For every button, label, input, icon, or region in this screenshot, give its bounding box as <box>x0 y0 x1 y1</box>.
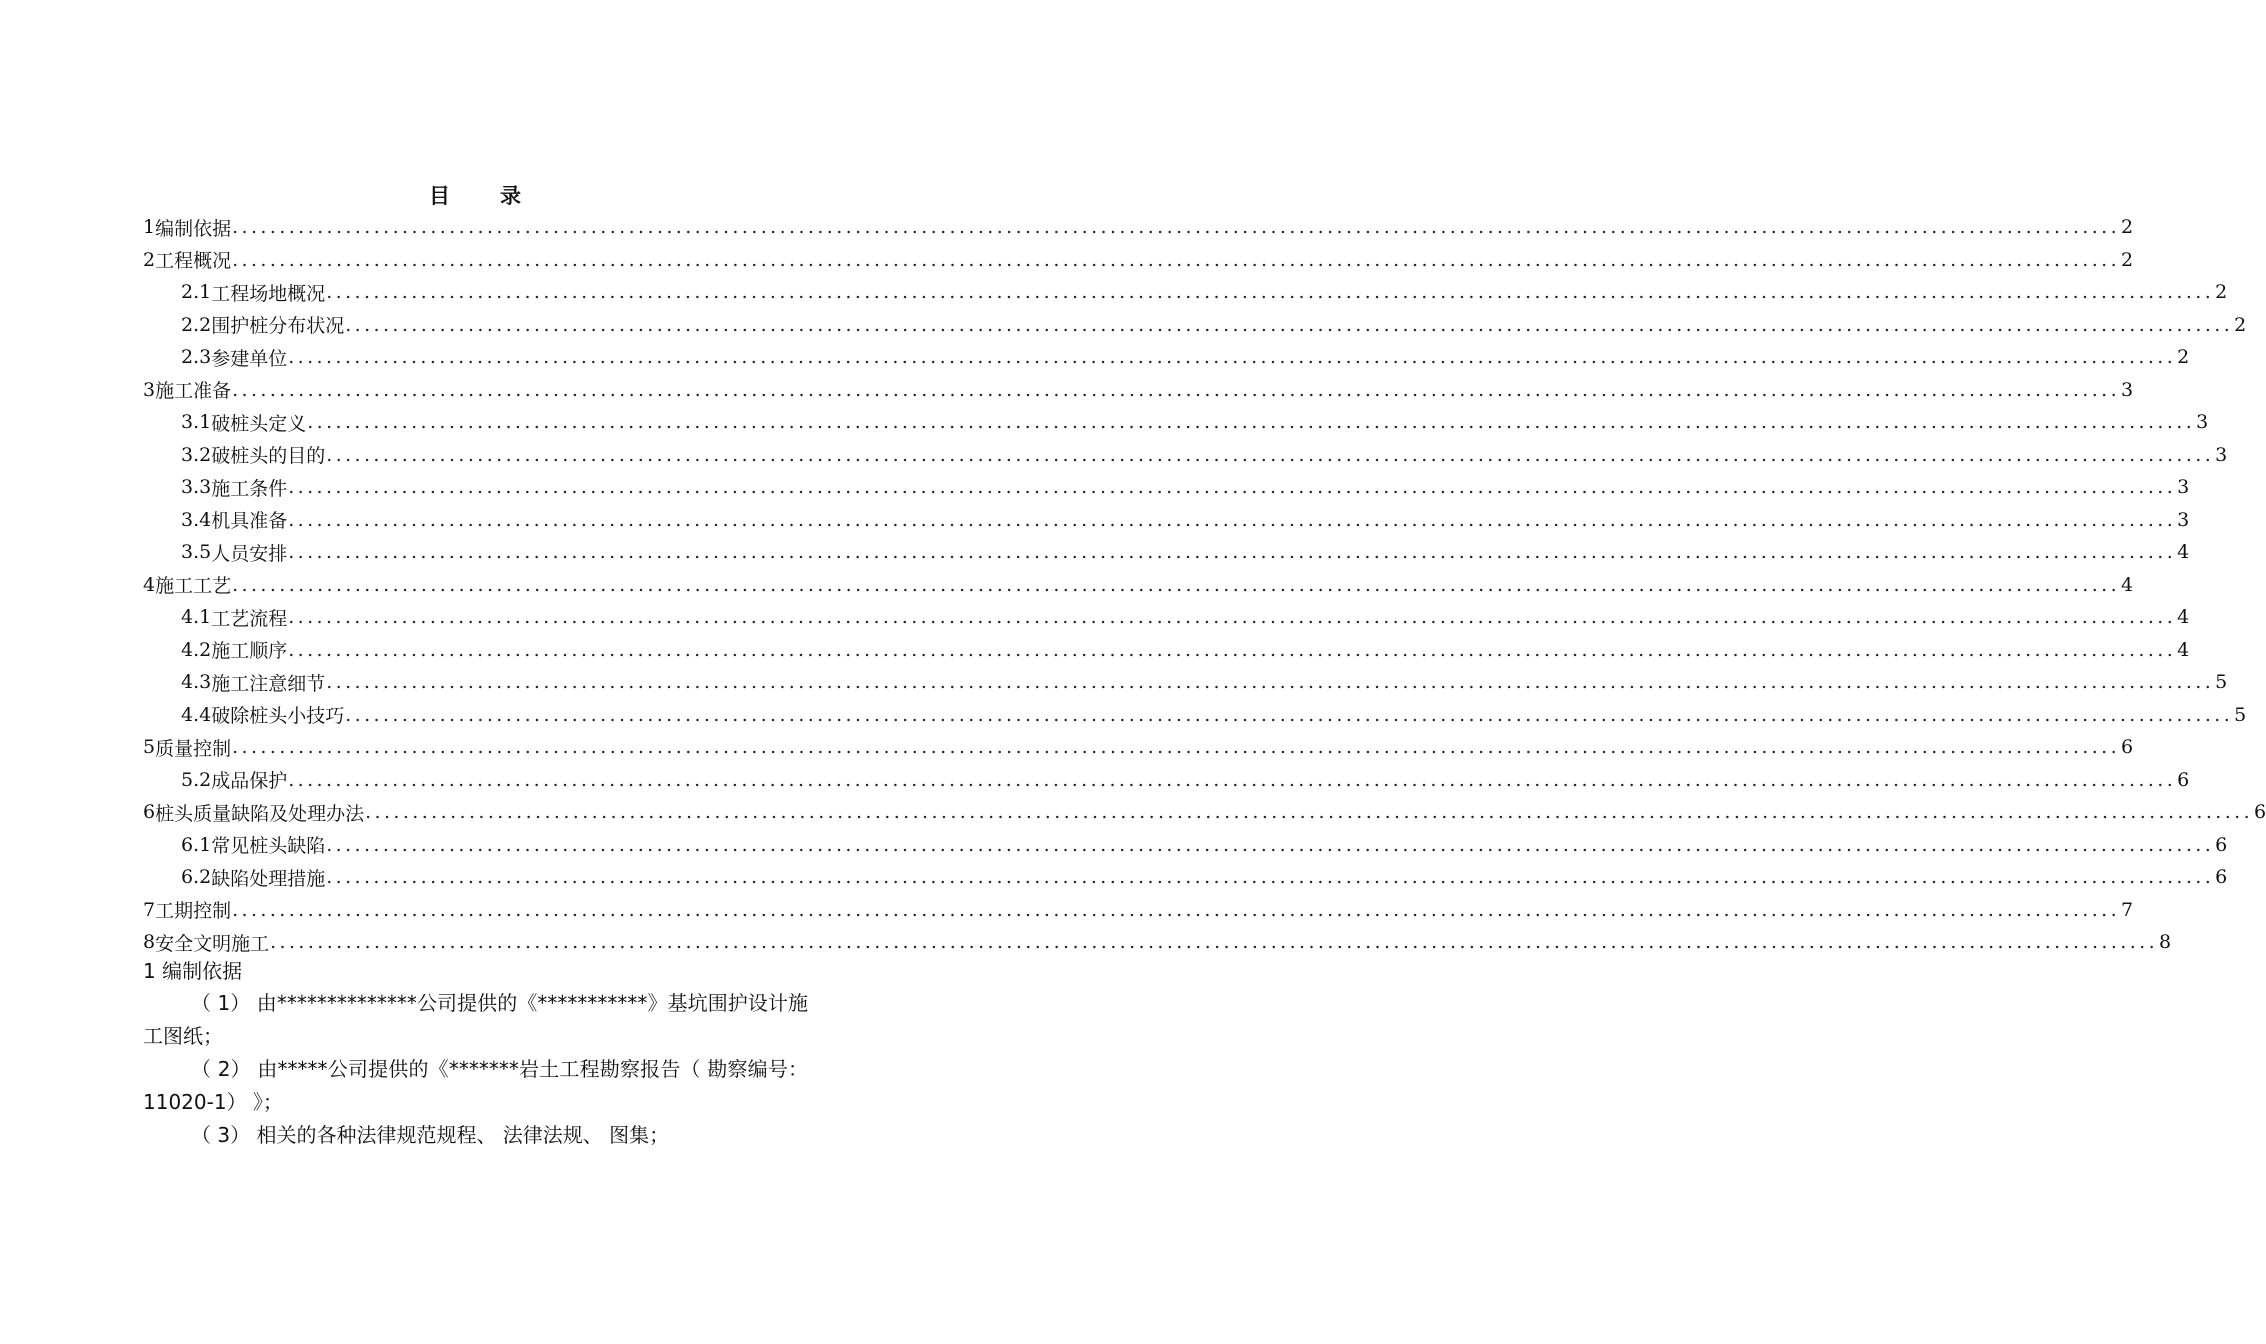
toc-entry-page: 6 <box>2177 768 2190 791</box>
toc-entry-page: 6 <box>2215 833 2228 856</box>
toc-leader-dots: ........................................................................................................................................................................................................ <box>288 476 2177 499</box>
toc-entry[interactable] <box>143 471 2190 504</box>
toc-leader-dots: ........................................................................................................................................................................................................ <box>270 931 2159 954</box>
toc-entry[interactable] <box>143 731 2134 764</box>
toc-entry-number: 3.2 <box>181 443 212 466</box>
toc-entry-label: 破桩头定义 <box>211 412 307 435</box>
toc-entry[interactable] <box>143 796 2266 829</box>
toc-entry[interactable] <box>143 439 2228 472</box>
basis-item-3: （ 3） 相关的各种法律规范规程、 法律法规、 图集； <box>191 1123 670 1147</box>
toc-entry-label: 编制依据 <box>155 217 232 240</box>
toc-entry-number: 7 <box>143 898 156 921</box>
toc-leader-dots: ........................................................................................................................................................................................................ <box>232 898 2121 921</box>
toc-entry-number: 4.4 <box>181 703 212 726</box>
basis-item-2: （ 2） 由*****公司提供的《*******岩土工程勘察报告（ 勘察编号： 11020-1） 》； <box>143 1057 808 1114</box>
toc-leader-dots: ........................................................................................................................................................................................................ <box>232 248 2121 271</box>
toc-entry-page: 2 <box>2215 281 2228 304</box>
section-heading: 1 编制依据 <box>143 959 243 983</box>
toc-entry-number: 2.1 <box>181 281 212 304</box>
toc-entry-label: 桩头质量缺陷及处理办法 <box>155 802 365 825</box>
toc-entry-number: 2 <box>143 248 156 271</box>
toc-entry-number: 8 <box>143 931 156 954</box>
toc-entry-label: 工程概况 <box>155 250 232 273</box>
toc-entry[interactable] <box>143 829 2228 862</box>
toc-entry-number: 4.1 <box>181 606 212 629</box>
toc-entry[interactable] <box>143 569 2134 602</box>
toc-entry-page: 7 <box>2121 898 2134 921</box>
toc-entry[interactable] <box>143 309 2247 342</box>
toc-entry-label: 质量控制 <box>155 737 232 760</box>
toc-entry[interactable] <box>143 504 2190 537</box>
toc-leader-dots: ........................................................................................................................................................................................................ <box>365 801 2254 824</box>
toc-title <box>0 180 950 210</box>
toc-entry-label: 工程场地概况 <box>211 282 326 305</box>
section-1 <box>143 955 808 1152</box>
toc-leader-dots: ........................................................................................................................................................................................................ <box>232 378 2121 401</box>
toc-entry[interactable] <box>143 699 2247 732</box>
toc-entry-page: 4 <box>2177 606 2190 629</box>
toc-leader-dots: ........................................................................................................................................................................................................ <box>288 346 2177 369</box>
toc-entry-number: 5.2 <box>181 768 212 791</box>
toc-entry-label: 常见桩头缺陷 <box>211 835 326 858</box>
toc-entry-number: 3.3 <box>181 476 212 499</box>
toc-entry-number: 4.2 <box>181 638 212 661</box>
toc-entry-label: 破除桩头小技巧 <box>211 705 345 728</box>
toc-entry-number: 6.2 <box>181 866 212 889</box>
toc-title-char-2: 录 <box>500 184 521 208</box>
toc-entry-page: 2 <box>2121 216 2134 239</box>
toc-leader-dots: ........................................................................................................................................................................................................ <box>326 833 2215 856</box>
toc-entry-label: 机具准备 <box>211 510 288 533</box>
toc-entry-number: 3.5 <box>181 541 212 564</box>
toc-entry-label: 人员安排 <box>211 542 288 565</box>
toc-entry-page: 2 <box>2234 313 2247 336</box>
toc-leader-dots: ........................................................................................................................................................................................................ <box>307 411 2196 434</box>
toc-entry-page: 8 <box>2159 931 2172 954</box>
toc-leader-dots: ........................................................................................................................................................................................................ <box>345 313 2234 336</box>
toc-entry[interactable] <box>143 861 2228 894</box>
toc-entry-number: 3 <box>143 378 156 401</box>
toc-title-char-1: 目 <box>429 184 450 208</box>
toc-entry-label: 缺陷处理措施 <box>211 867 326 890</box>
toc-entry-label: 施工顺序 <box>211 640 288 663</box>
toc-entry-number: 3.4 <box>181 508 212 531</box>
toc-entry-number: 5 <box>143 736 156 759</box>
toc-leader-dots: ........................................................................................................................................................................................................ <box>288 541 2177 564</box>
toc-entry-page: 3 <box>2215 443 2228 466</box>
toc-entry-label: 成品保护 <box>211 770 288 793</box>
toc-entry-page: 6 <box>2254 801 2266 824</box>
toc-entry-label: 参建单位 <box>211 347 288 370</box>
toc-entry-number: 2.2 <box>181 313 212 336</box>
toc-entry-number: 4 <box>143 573 156 596</box>
toc-entry-label: 安全文明施工 <box>155 932 270 955</box>
toc-entry-page: 4 <box>2121 573 2134 596</box>
toc-entry-page: 4 <box>2177 638 2190 661</box>
toc-leader-dots: ........................................................................................................................................................................................................ <box>326 443 2215 466</box>
toc-entry[interactable] <box>143 926 2172 959</box>
toc-leader-dots: ........................................................................................................................................................................................................ <box>288 508 2177 531</box>
toc-entry[interactable] <box>143 374 2134 407</box>
toc-entry-page: 5 <box>2234 703 2247 726</box>
toc-entry-page: 3 <box>2196 411 2209 434</box>
toc-entry-page: 6 <box>2215 866 2228 889</box>
table-of-contents <box>143 211 2266 959</box>
toc-entry-number: 3.1 <box>181 411 212 434</box>
toc-entry-number: 2.3 <box>181 346 212 369</box>
toc-leader-dots: ........................................................................................................................................................................................................ <box>288 606 2177 629</box>
toc-entry-number: 6.1 <box>181 833 212 856</box>
toc-entry-label: 施工工艺 <box>155 575 232 598</box>
toc-entry-page: 5 <box>2215 671 2228 694</box>
toc-entry-page: 3 <box>2121 378 2134 401</box>
toc-entry-label: 工艺流程 <box>211 607 288 630</box>
toc-entry[interactable] <box>143 244 2134 277</box>
toc-leader-dots: ........................................................................................................................................................................................................ <box>288 638 2177 661</box>
toc-entry[interactable] <box>143 634 2190 667</box>
toc-entry[interactable] <box>143 276 2228 309</box>
toc-leader-dots: ........................................................................................................................................................................................................ <box>288 768 2177 791</box>
toc-entry-page: 3 <box>2177 508 2190 531</box>
toc-entry[interactable] <box>143 894 2134 927</box>
toc-entry[interactable] <box>143 601 2190 634</box>
toc-entry-label: 破桩头的目的 <box>211 445 326 468</box>
toc-entry-number: 6 <box>143 801 156 824</box>
toc-entry[interactable] <box>143 406 2209 439</box>
toc-entry-page: 2 <box>2177 346 2190 369</box>
toc-entry[interactable] <box>143 341 2190 374</box>
toc-leader-dots: ........................................................................................................................................................................................................ <box>232 216 2121 239</box>
toc-leader-dots: ........................................................................................................................................................................................................ <box>326 866 2215 889</box>
toc-entry[interactable] <box>143 536 2190 569</box>
toc-leader-dots: ........................................................................................................................................................................................................ <box>326 671 2215 694</box>
toc-entry-page: 2 <box>2121 248 2134 271</box>
toc-entry[interactable] <box>143 211 2134 244</box>
toc-entry-label: 施工注意细节 <box>211 672 326 695</box>
toc-entry-label: 工期控制 <box>155 900 232 923</box>
toc-entry-number: 4.3 <box>181 671 212 694</box>
toc-entry-page: 3 <box>2177 476 2190 499</box>
toc-entry[interactable] <box>143 764 2190 797</box>
toc-entry-label: 施工条件 <box>211 477 288 500</box>
toc-entry-label: 围护桩分布状况 <box>211 315 345 338</box>
toc-leader-dots: ........................................................................................................................................................................................................ <box>232 736 2121 759</box>
toc-entry-number: 1 <box>143 216 156 239</box>
toc-entry-label: 施工准备 <box>155 380 232 403</box>
toc-entry[interactable] <box>143 666 2228 699</box>
toc-entry-page: 4 <box>2177 541 2190 564</box>
toc-leader-dots: ........................................................................................................................................................................................................ <box>232 573 2121 596</box>
toc-leader-dots: ........................................................................................................................................................................................................ <box>345 703 2234 726</box>
basis-item-1: （ 1） 由**************公司提供的《***********》基坑围护设计施工图纸； <box>143 991 808 1048</box>
toc-leader-dots: ........................................................................................................................................................................................................ <box>326 281 2215 304</box>
toc-entry-page: 6 <box>2121 736 2134 759</box>
